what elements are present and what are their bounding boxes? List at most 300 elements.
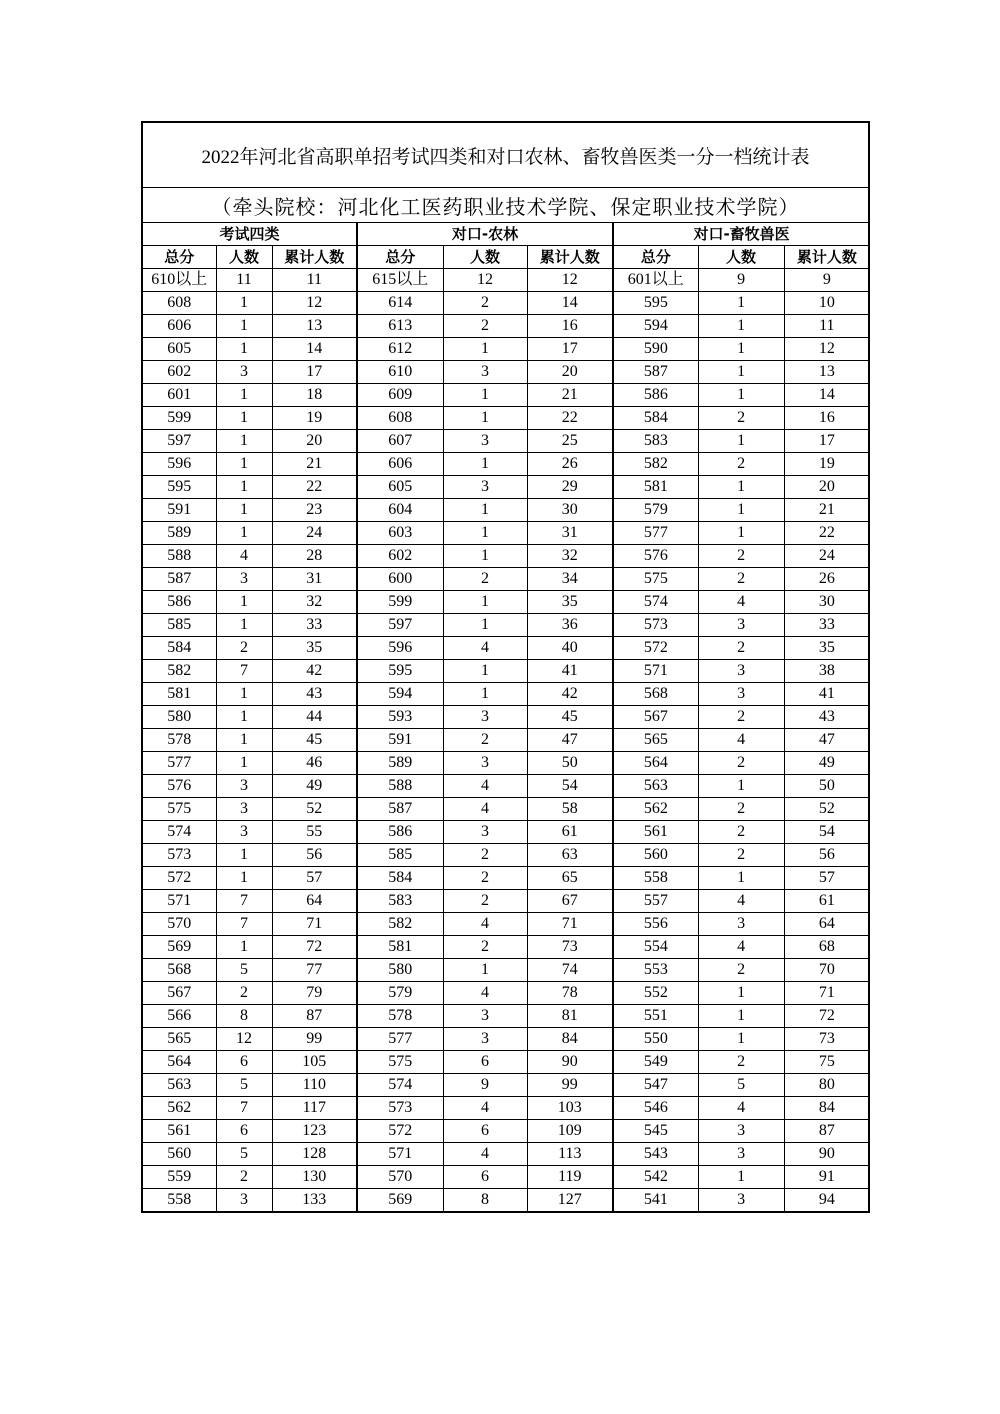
table-cell: 103 — [527, 1097, 613, 1120]
table-cell: 562 — [143, 1097, 216, 1120]
column-header: 人数 — [443, 246, 527, 269]
table-cell: 5 — [216, 1074, 272, 1097]
table-cell: 17 — [527, 338, 613, 361]
table-cell: 4 — [698, 890, 784, 913]
table-cell: 580 — [357, 959, 443, 982]
table-cell: 553 — [613, 959, 698, 982]
table-cell: 1 — [216, 706, 272, 729]
table-cell: 2 — [698, 752, 784, 775]
table-row — [143, 1120, 869, 1143]
table-cell: 2 — [443, 315, 527, 338]
table-row — [143, 890, 869, 913]
table-cell: 609 — [357, 384, 443, 407]
table-cell: 572 — [143, 867, 216, 890]
table-cell: 1 — [216, 729, 272, 752]
table-row — [143, 499, 869, 522]
table-cell: 29 — [527, 476, 613, 499]
table-cell: 603 — [357, 522, 443, 545]
table-row — [143, 1028, 869, 1051]
table-cell: 63 — [527, 844, 613, 867]
table-cell: 35 — [527, 591, 613, 614]
table-cell: 56 — [272, 844, 357, 867]
table-cell: 3 — [443, 1005, 527, 1028]
table-cell: 42 — [272, 660, 357, 683]
table-cell: 22 — [527, 407, 613, 430]
table-cell: 586 — [613, 384, 698, 407]
table-row — [143, 522, 869, 545]
table-cell: 9 — [784, 269, 869, 292]
table-cell: 28 — [272, 545, 357, 568]
column-header: 累计人数 — [784, 246, 869, 269]
table-row — [143, 292, 869, 315]
table-cell: 607 — [357, 430, 443, 453]
column-header-row — [143, 246, 869, 269]
table-cell: 587 — [143, 568, 216, 591]
table-row — [143, 1005, 869, 1028]
table-row — [143, 821, 869, 844]
table-cell: 17 — [784, 430, 869, 453]
table-cell: 16 — [784, 407, 869, 430]
table-cell: 91 — [784, 1166, 869, 1189]
table-cell: 110 — [272, 1074, 357, 1097]
table-cell: 47 — [784, 729, 869, 752]
table-cell: 11 — [272, 269, 357, 292]
column-header: 人数 — [698, 246, 784, 269]
table-cell: 1 — [216, 936, 272, 959]
table-cell: 84 — [527, 1028, 613, 1051]
table-cell: 561 — [613, 821, 698, 844]
table-cell: 26 — [784, 568, 869, 591]
table-cell: 1 — [216, 384, 272, 407]
table-cell: 567 — [143, 982, 216, 1005]
table-cell: 541 — [613, 1189, 698, 1212]
table-cell: 577 — [143, 752, 216, 775]
table-cell: 597 — [143, 430, 216, 453]
table-cell: 568 — [143, 959, 216, 982]
table-cell: 2 — [443, 890, 527, 913]
table-cell: 80 — [784, 1074, 869, 1097]
table-cell: 1 — [698, 338, 784, 361]
table-cell: 23 — [272, 499, 357, 522]
table-cell: 563 — [143, 1074, 216, 1097]
table-row — [143, 844, 869, 867]
table-cell: 20 — [784, 476, 869, 499]
table-cell: 52 — [784, 798, 869, 821]
table-cell: 38 — [784, 660, 869, 683]
table-cell: 545 — [613, 1120, 698, 1143]
table-cell: 564 — [143, 1051, 216, 1074]
table-cell: 587 — [613, 361, 698, 384]
table-cell: 6 — [443, 1166, 527, 1189]
table-cell: 64 — [272, 890, 357, 913]
table-row — [143, 384, 869, 407]
table-cell: 68 — [784, 936, 869, 959]
table-cell: 608 — [357, 407, 443, 430]
table-cell: 8 — [443, 1189, 527, 1212]
table-cell: 3 — [216, 775, 272, 798]
table-cell: 599 — [357, 591, 443, 614]
table-cell: 35 — [272, 637, 357, 660]
table-cell: 1 — [443, 453, 527, 476]
table-row — [143, 775, 869, 798]
table-cell: 1 — [216, 315, 272, 338]
table-cell: 567 — [613, 706, 698, 729]
table-cell: 612 — [357, 338, 443, 361]
table-cell: 577 — [357, 1028, 443, 1051]
table-cell: 1 — [443, 499, 527, 522]
table-cell: 561 — [143, 1120, 216, 1143]
table-cell: 558 — [613, 867, 698, 890]
table-cell: 3 — [216, 798, 272, 821]
table-cell: 571 — [357, 1143, 443, 1166]
table-cell: 1 — [698, 384, 784, 407]
table-cell: 571 — [143, 890, 216, 913]
table-cell: 36 — [527, 614, 613, 637]
table-body — [143, 269, 869, 1212]
table-cell: 542 — [613, 1166, 698, 1189]
table-cell: 1 — [216, 752, 272, 775]
table-row — [143, 361, 869, 384]
table-cell: 61 — [527, 821, 613, 844]
table-cell: 43 — [272, 683, 357, 706]
table-row — [143, 867, 869, 890]
table-cell: 2 — [443, 568, 527, 591]
table-cell: 605 — [143, 338, 216, 361]
table-cell: 590 — [613, 338, 698, 361]
table-cell: 571 — [613, 660, 698, 683]
table-row — [143, 1189, 869, 1212]
table-cell: 30 — [784, 591, 869, 614]
table-cell: 557 — [613, 890, 698, 913]
table-cell: 6 — [443, 1120, 527, 1143]
table-cell: 117 — [272, 1097, 357, 1120]
table-cell: 3 — [216, 821, 272, 844]
table-cell: 589 — [357, 752, 443, 775]
group-header-animal-husbandry: 对口-畜牧兽医 — [613, 223, 869, 246]
table-cell: 1 — [216, 338, 272, 361]
table-row — [143, 1051, 869, 1074]
table-cell: 70 — [784, 959, 869, 982]
table-cell: 21 — [272, 453, 357, 476]
table-cell: 16 — [527, 315, 613, 338]
table-cell: 71 — [272, 913, 357, 936]
table-cell: 589 — [143, 522, 216, 545]
table-cell: 99 — [272, 1028, 357, 1051]
table-cell: 575 — [613, 568, 698, 591]
table-cell: 584 — [357, 867, 443, 890]
table-cell: 1 — [698, 1028, 784, 1051]
table-cell: 584 — [613, 407, 698, 430]
table-cell: 610以上 — [143, 269, 216, 292]
table-cell: 128 — [272, 1143, 357, 1166]
table-cell: 569 — [357, 1189, 443, 1212]
table-cell: 73 — [784, 1028, 869, 1051]
table-cell: 130 — [272, 1166, 357, 1189]
column-header: 总分 — [357, 246, 443, 269]
table-cell: 65 — [527, 867, 613, 890]
table-cell: 2 — [698, 844, 784, 867]
column-header: 累计人数 — [272, 246, 357, 269]
table-cell: 564 — [613, 752, 698, 775]
table-cell: 3 — [698, 614, 784, 637]
table-cell: 13 — [784, 361, 869, 384]
table-cell: 75 — [784, 1051, 869, 1074]
table-cell: 2 — [443, 936, 527, 959]
table-cell: 5 — [698, 1074, 784, 1097]
table-row — [143, 568, 869, 591]
table-cell: 4 — [698, 591, 784, 614]
table-cell: 1 — [443, 522, 527, 545]
table-cell: 1 — [443, 545, 527, 568]
table-row — [143, 1143, 869, 1166]
table-cell: 45 — [527, 706, 613, 729]
table-cell: 7 — [216, 1097, 272, 1120]
table-cell: 77 — [272, 959, 357, 982]
table-cell: 4 — [443, 798, 527, 821]
table-row — [143, 407, 869, 430]
table-cell: 40 — [527, 637, 613, 660]
table-cell: 602 — [143, 361, 216, 384]
table-cell: 599 — [143, 407, 216, 430]
table-cell: 593 — [357, 706, 443, 729]
table-cell: 14 — [272, 338, 357, 361]
table-row — [143, 1097, 869, 1120]
table-cell: 11 — [784, 315, 869, 338]
table-row — [143, 959, 869, 982]
table-cell: 543 — [613, 1143, 698, 1166]
table-cell: 583 — [357, 890, 443, 913]
table-cell: 615以上 — [357, 269, 443, 292]
table-cell: 57 — [272, 867, 357, 890]
table-row — [143, 591, 869, 614]
table-cell: 584 — [143, 637, 216, 660]
table-cell: 79 — [272, 982, 357, 1005]
table-row — [143, 798, 869, 821]
table-cell: 13 — [272, 315, 357, 338]
table-cell: 3 — [443, 476, 527, 499]
table-cell: 595 — [613, 292, 698, 315]
table-cell: 559 — [143, 1166, 216, 1189]
table-cell: 1 — [698, 499, 784, 522]
table-cell: 591 — [143, 499, 216, 522]
table-cell: 73 — [527, 936, 613, 959]
score-distribution-sheet — [141, 121, 870, 1213]
table-cell: 565 — [143, 1028, 216, 1051]
table-cell: 579 — [357, 982, 443, 1005]
table-cell: 4 — [443, 775, 527, 798]
table-cell: 1 — [443, 338, 527, 361]
table-cell: 604 — [357, 499, 443, 522]
table-cell: 574 — [357, 1074, 443, 1097]
table-cell: 583 — [613, 430, 698, 453]
table-cell: 3 — [443, 752, 527, 775]
table-cell: 20 — [527, 361, 613, 384]
table-cell: 1 — [698, 292, 784, 315]
table-cell: 31 — [272, 568, 357, 591]
table-cell: 2 — [216, 1166, 272, 1189]
page-title: 2022年河北省高职单招考试四类和对口农林、畜牧兽医类一分一档统计表 — [143, 123, 868, 188]
table-cell: 602 — [357, 545, 443, 568]
table-cell: 578 — [143, 729, 216, 752]
table-cell: 41 — [527, 660, 613, 683]
table-cell: 560 — [613, 844, 698, 867]
table-row — [143, 706, 869, 729]
table-cell: 573 — [613, 614, 698, 637]
table-cell: 572 — [357, 1120, 443, 1143]
table-cell: 558 — [143, 1189, 216, 1212]
table-cell: 3 — [698, 683, 784, 706]
table-cell: 30 — [527, 499, 613, 522]
table-cell: 1 — [443, 407, 527, 430]
table-cell: 72 — [272, 936, 357, 959]
table-cell: 46 — [272, 752, 357, 775]
score-table — [143, 223, 869, 1211]
table-row — [143, 729, 869, 752]
table-cell: 5 — [216, 959, 272, 982]
group-header-row — [143, 223, 869, 246]
table-cell: 21 — [527, 384, 613, 407]
table-cell: 2 — [443, 729, 527, 752]
table-cell: 71 — [784, 982, 869, 1005]
table-cell: 127 — [527, 1189, 613, 1212]
table-cell: 2 — [443, 867, 527, 890]
table-cell: 57 — [784, 867, 869, 890]
table-cell: 1 — [698, 315, 784, 338]
table-cell: 605 — [357, 476, 443, 499]
table-cell: 56 — [784, 844, 869, 867]
table-cell: 9 — [698, 269, 784, 292]
table-cell: 33 — [272, 614, 357, 637]
table-cell: 71 — [527, 913, 613, 936]
table-cell: 554 — [613, 936, 698, 959]
table-cell: 3 — [443, 361, 527, 384]
table-cell: 54 — [784, 821, 869, 844]
table-cell: 3 — [698, 1120, 784, 1143]
table-cell: 9 — [443, 1074, 527, 1097]
table-cell: 570 — [357, 1166, 443, 1189]
table-cell: 64 — [784, 913, 869, 936]
table-cell: 54 — [527, 775, 613, 798]
table-cell: 595 — [143, 476, 216, 499]
table-cell: 84 — [784, 1097, 869, 1120]
table-cell: 1 — [216, 522, 272, 545]
table-cell: 49 — [272, 775, 357, 798]
table-cell: 587 — [357, 798, 443, 821]
table-cell: 87 — [784, 1120, 869, 1143]
table-cell: 576 — [143, 775, 216, 798]
table-cell: 1 — [216, 499, 272, 522]
table-cell: 579 — [613, 499, 698, 522]
table-cell: 7 — [216, 890, 272, 913]
table-cell: 551 — [613, 1005, 698, 1028]
table-cell: 90 — [527, 1051, 613, 1074]
table-cell: 1 — [698, 775, 784, 798]
table-cell: 573 — [143, 844, 216, 867]
table-cell: 1 — [216, 614, 272, 637]
table-cell: 1 — [216, 407, 272, 430]
table-cell: 582 — [357, 913, 443, 936]
table-cell: 24 — [272, 522, 357, 545]
table-cell: 574 — [143, 821, 216, 844]
table-row — [143, 660, 869, 683]
table-cell: 34 — [527, 568, 613, 591]
table-cell: 87 — [272, 1005, 357, 1028]
table-cell: 597 — [357, 614, 443, 637]
table-cell: 595 — [357, 660, 443, 683]
table-cell: 4 — [216, 545, 272, 568]
table-cell: 41 — [784, 683, 869, 706]
table-cell: 61 — [784, 890, 869, 913]
table-cell: 43 — [784, 706, 869, 729]
table-cell: 4 — [698, 729, 784, 752]
table-cell: 7 — [216, 913, 272, 936]
table-cell: 3 — [443, 706, 527, 729]
table-cell: 32 — [272, 591, 357, 614]
table-cell: 563 — [613, 775, 698, 798]
table-cell: 2 — [443, 844, 527, 867]
table-row — [143, 338, 869, 361]
table-cell: 2 — [698, 407, 784, 430]
table-cell: 582 — [613, 453, 698, 476]
table-cell: 556 — [613, 913, 698, 936]
table-cell: 4 — [443, 982, 527, 1005]
table-cell: 582 — [143, 660, 216, 683]
table-cell: 2 — [698, 706, 784, 729]
table-cell: 575 — [143, 798, 216, 821]
table-row — [143, 1166, 869, 1189]
table-cell: 8 — [216, 1005, 272, 1028]
table-cell: 581 — [613, 476, 698, 499]
table-cell: 1 — [698, 430, 784, 453]
table-cell: 24 — [784, 545, 869, 568]
table-cell: 50 — [527, 752, 613, 775]
table-cell: 2 — [216, 637, 272, 660]
table-cell: 1 — [443, 959, 527, 982]
table-cell: 5 — [216, 1143, 272, 1166]
table-cell: 12 — [527, 269, 613, 292]
table-cell: 14 — [784, 384, 869, 407]
table-cell: 1 — [698, 1005, 784, 1028]
table-cell: 2 — [698, 1051, 784, 1074]
table-cell: 6 — [216, 1120, 272, 1143]
table-row — [143, 430, 869, 453]
table-row — [143, 683, 869, 706]
table-cell: 12 — [272, 292, 357, 315]
table-cell: 133 — [272, 1189, 357, 1212]
table-cell: 572 — [613, 637, 698, 660]
table-cell: 113 — [527, 1143, 613, 1166]
table-cell: 3 — [698, 660, 784, 683]
table-cell: 109 — [527, 1120, 613, 1143]
table-cell: 14 — [527, 292, 613, 315]
table-cell: 569 — [143, 936, 216, 959]
table-row — [143, 315, 869, 338]
table-cell: 570 — [143, 913, 216, 936]
table-cell: 32 — [527, 545, 613, 568]
table-cell: 594 — [357, 683, 443, 706]
table-cell: 576 — [613, 545, 698, 568]
table-row — [143, 913, 869, 936]
table-cell: 596 — [357, 637, 443, 660]
table-cell: 17 — [272, 361, 357, 384]
table-cell: 586 — [357, 821, 443, 844]
table-cell: 3 — [443, 821, 527, 844]
table-cell: 1 — [443, 614, 527, 637]
table-cell: 4 — [443, 1143, 527, 1166]
table-cell: 3 — [443, 430, 527, 453]
table-cell: 50 — [784, 775, 869, 798]
table-row — [143, 936, 869, 959]
